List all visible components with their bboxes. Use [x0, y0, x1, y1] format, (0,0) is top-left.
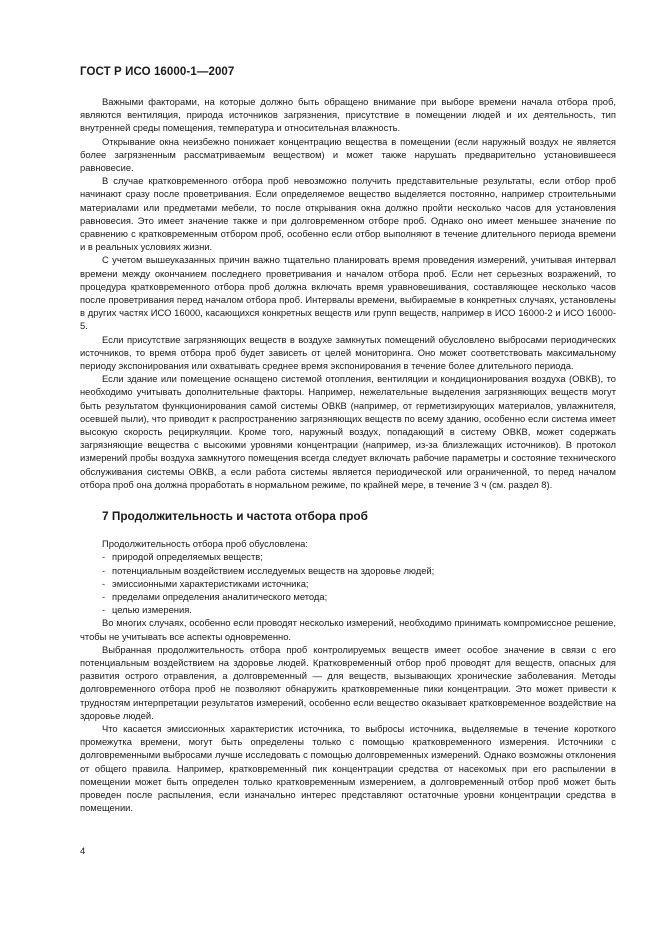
list-item: - потенциальным воздействием исследуемых веществ на здоровье людей; [102, 564, 435, 576]
section-heading: 7 Продолжительность и частота отбора проб [102, 509, 368, 524]
paragraph: Если здание или помещение оснащено системой отопления, вентиляции и кондиционирования воздуха (ОВКВ), то необходимо учитывать дополнительные факторы. Например, нежелательные выделения загрязняющих веществ могут быть результатом функционирования самой системы ОВКВ (например, от герметизирующих материалов, увлажнителя, осевшей пыли), что приводит к распространению загрязняющих веществ по всему зданию, особенно если система имеет высокую скорость рециркуляции. Кроме того, наружный воздух, попадающий в систему ОВКВ, может содержать загрязняющие вещества с высокими уровнями концентрации (например, из-за близлежащих источников). В протокол измерений пробы воздуха замкнутого помещения всегда следует включать рабочие параметры и состояние технического обслуживания системы ОВКВ, а если работа системы является периодической или ограниченной, то перед началом отбора проб она должна проработать в нормальном режиме, по крайней мере, в течение 3 ч (см. раздел 8). [80, 373, 616, 490]
list-dash: - [102, 551, 106, 563]
paragraph: Что касается эмиссионных характеристик источника, то выбросы источника, выделяемые в течение короткого промежутка времени, могут быть определены только с помощью кратковременного измерения. Источники с долговременными выбросами лучше исследовать с помощью долговременных измерений. Однако возможны отклонения от общего правила. Например, кратковременный пик концентрации средства от насекомых при его распылении в помещении может быть определен только кратковременным измерением, а долговременный отбор проб может быть проведен после распыления, если изначально интерес представляют остаточные уровни концентрации средства в помещении. [80, 722, 616, 814]
list-item: - эмиссионными характеристиками источника; [102, 577, 309, 589]
paragraph: Важными факторами, на которые должно быть обращено внимание при выборе времени начала отбора проб, являются вентиляция, природа источников загрязнения, присутствие в помещении людей и их деятельность, тип внутренней среды помещения, температура и относительная влажность. [80, 96, 616, 134]
document-header: ГОСТ Р ИСО 16000-1—2007 [80, 66, 235, 78]
paragraph: С учетом вышеуказанных причин важно тщательно планировать время проведения измерений, учитывая интервал времени между окончанием последнего проветривания и началом отбора проб. Если нет серьезных возражений, то процедура кратковременного отбора проб должна включать время уравновешивания, составляющее несколько часов после проветривания перед началом отбора проб. Интервалы времени, выбираемые в конкретных случаях, установлены в других частях ИСО 16000, касающихся конкретных веществ или групп веществ, например в ИСО 16000-2 и ИСО 16000-5. [80, 254, 616, 332]
list-dash: - [102, 604, 106, 616]
list-dash: - [102, 590, 106, 602]
duration-factors-list [80, 550, 616, 616]
paragraph: Если присутствие загрязняющих веществ в воздухе замкнутых помещений обусловлено выбросами периодических источников, то время отбора проб будет зависеть от целей мониторинга. Оно может соответствовать максимальному периоду экспонирования или охватывать среднее время экспонирования в течение более длительного периода. [80, 333, 616, 372]
paragraph: Открывание окна неизбежно понижает концентрацию вещества в помещении (если наружный воздух не является более загрязненным рассматриваемым веществом) и может также нарушать предварительно установившееся равновесие. [80, 135, 616, 174]
paragraph: Выбранная продолжительность отбора проб контролируемых веществ имеет особое значение в связи с его потенциальным воздействием на здоровье людей. Кратковременный отбор проб проводят для веществ, опасных для развития острого отравления, а долговременный — для веществ, вызывающих хронические заболевания. Методы долговременного отбора проб не позволяют обнаружить кратковременные пики концентрации. Это может привести к трудностям интерпретации результатов измерений, особенно если вещество оказывает кратковременное воздействие на здоровье людей. [80, 643, 616, 721]
page-number: 4 [80, 846, 86, 857]
paragraph: В случае кратковременного отбора проб невозможно получить представительные результаты, если отбор проб начинают сразу после проветривания. Если определяемое вещество выделяется постоянно, например строительными материалами или предметами мебели, то после открывания окна должно пройти несколько часов для установления равновесия. Это имеет значение также и при долговременном отборе проб. Однако оно имеет меньшее значение по сравнению с кратковременным отбором проб, особенно если отбор выполняют в течение длительного периода времени и в реальных условиях жизни. [80, 175, 616, 253]
list-dash: - [102, 577, 106, 589]
list-item: - природой определяемых веществ; [102, 551, 263, 563]
list-item: - целью измерения. [102, 604, 192, 616]
document-body [80, 95, 616, 814]
list-intro: Продолжительность отбора проб обусловлена: [102, 538, 309, 550]
list-dash: - [102, 564, 106, 576]
list-item: - пределами определения аналитического метода; [102, 590, 328, 602]
paragraph: Во многих случаях, особенно если проводят несколько измерений, необходимо принимать компромиссное решение, чтобы не учитывать все аспекты одновременно. [80, 617, 616, 642]
